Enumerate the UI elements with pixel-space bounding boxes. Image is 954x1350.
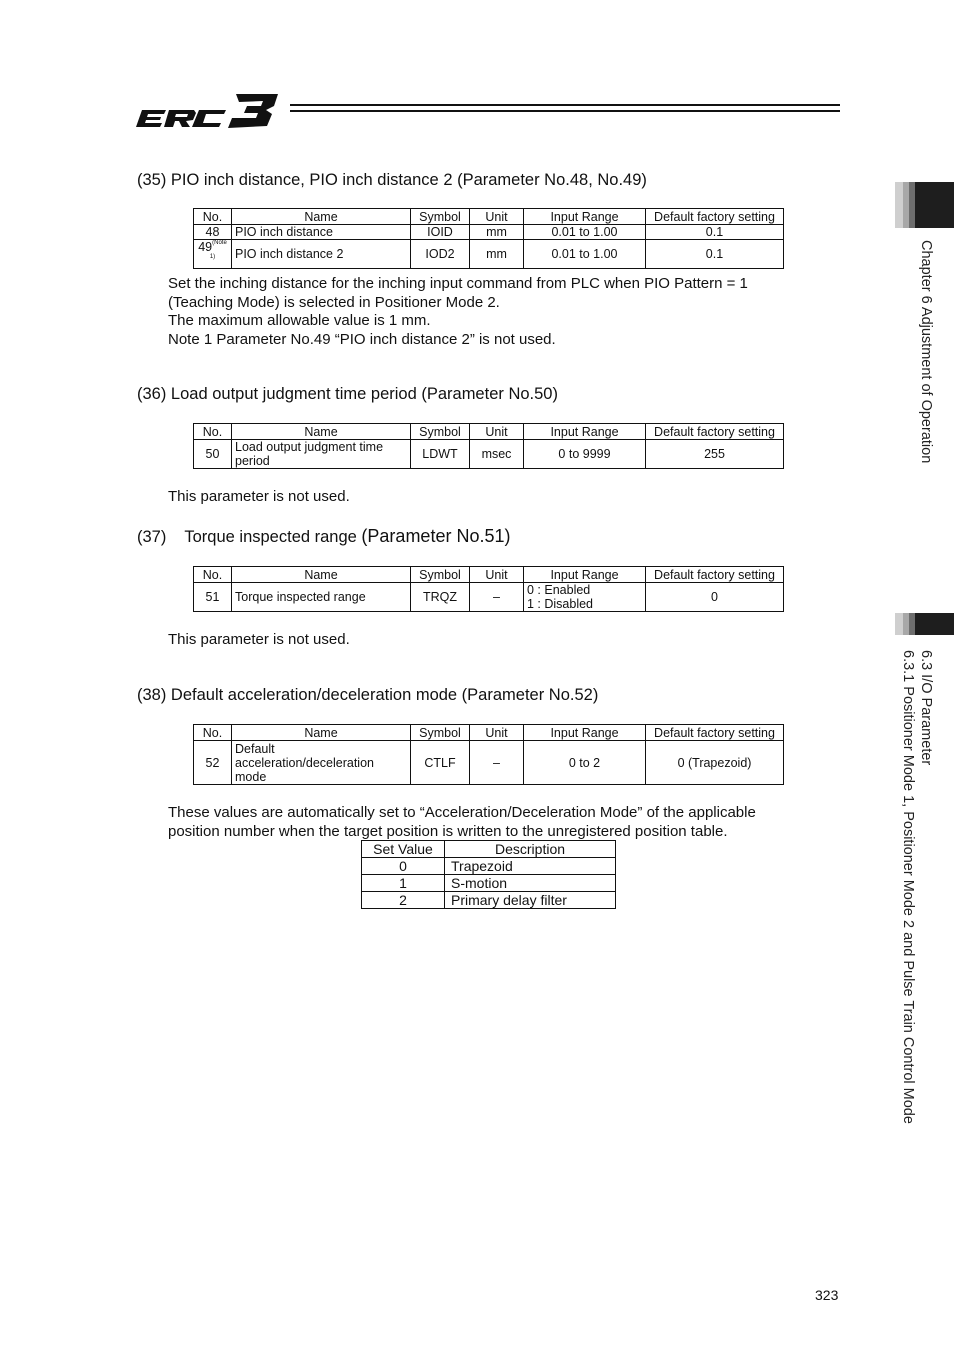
section-heading: (35) PIO inch distance, PIO inch distance 2 (Parameter No.48, No.49) [137,171,647,189]
parameter-table [193,423,784,469]
cell-unit: msec [470,440,524,469]
cell-set-value: 1 [362,875,445,892]
note-marker: (Note 1) [209,240,227,260]
cell-description: Trapezoid [445,858,616,875]
cell-no: 50 [194,440,232,469]
range-line: 0 : Enabled [527,583,591,597]
cell-name: Torque inspected range [232,583,411,612]
cell-name: Load output judgment time period [232,440,411,469]
col-unit: Unit [470,209,524,225]
heading-suffix: (Parameter No.51) [361,526,511,546]
table-header-row [362,841,616,858]
cell-default: 0 [646,583,784,612]
parameter-table [193,208,784,269]
cell-default: 0 (Trapezoid) [646,741,784,785]
paragraph-line: position number when the target position is written to the unregistered position table. [168,822,728,840]
table-row [362,858,616,875]
row-no: 49 [198,240,213,254]
col-no: No. [194,567,232,583]
paragraph-line: Note 1 Parameter No.49 “PIO inch distance 2” is not used. [168,330,556,348]
col-no: No. [194,209,232,225]
table-row [194,440,784,469]
col-symbol: Symbol [411,725,470,741]
col-unit: Unit [470,567,524,583]
col-input-range: Input Range [524,725,646,741]
table-row [194,225,784,240]
col-set-value: Set Value [362,841,445,858]
col-input-range: Input Range [524,209,646,225]
table-row [362,875,616,892]
set-value-table [361,840,616,909]
parameter-table [193,724,784,785]
table-header-row [194,424,784,440]
col-default: Default factory setting [646,424,784,440]
chapter-side-label: Chapter 6 Adjustment of Operation [918,240,934,464]
table-header-row [194,725,784,741]
cell-description: Primary delay filter [445,892,616,909]
cell-name: PIO inch distance [232,225,411,240]
cell-no: 48 [194,225,232,240]
col-description: Description [445,841,616,858]
header-rule [290,104,840,106]
col-name: Name [232,567,411,583]
paragraph-line: (Teaching Mode) is selected in Positioner Mode 2. [168,293,500,311]
cell-range: 0.01 to 1.00 [524,225,646,240]
col-unit: Unit [470,424,524,440]
cell-default: 0.1 [646,240,784,269]
col-default: Default factory setting [646,725,784,741]
cell-unit: – [470,741,524,785]
section-paragraph [168,804,756,841]
page-number: 323 [815,1287,839,1303]
table-header-row [194,209,784,225]
cell-symbol: IOD2 [411,240,470,269]
header-rule [290,110,840,112]
section-paragraph [168,631,350,650]
section-paragraph [168,275,748,349]
col-name: Name [232,424,411,440]
col-input-range: Input Range [524,424,646,440]
col-no: No. [194,424,232,440]
cell-symbol: LDWT [411,440,470,469]
col-input-range: Input Range [524,567,646,583]
cell-unit: mm [470,225,524,240]
paragraph-line: This parameter is not used. [168,631,350,648]
cell-set-value: 0 [362,858,445,875]
cell-range: 0.01 to 1.00 [524,240,646,269]
cell-name [232,741,411,785]
table-header-row [194,567,784,583]
section-side-label: 6.3 I/O Parameter [918,650,934,766]
section-heading [137,526,510,547]
col-no: No. [194,725,232,741]
section-paragraph [168,488,350,507]
subsection-side-label: 6.3.1 Positioner Mode 1, Positioner Mode 2 and Pulse Train Control Mode [900,650,916,1124]
range-line: 1 : Disabled [527,597,594,611]
cell-range: 0 to 9999 [524,440,646,469]
paragraph-line: Set the inching distance for the inching input command from PLC when PIO Pattern = 1 [168,275,748,292]
cell-default: 0.1 [646,225,784,240]
cell-description: S-motion [445,875,616,892]
section-heading: (36) Load output judgment time period (Parameter No.50) [137,385,558,403]
cell-set-value: 2 [362,892,445,909]
col-symbol: Symbol [411,424,470,440]
table-row [194,240,784,269]
col-symbol: Symbol [411,567,470,583]
cell-no [194,240,232,269]
heading-prefix: (37) Torque inspected range [137,528,362,546]
cell-name: PIO inch distance 2 [232,240,411,269]
chapter-tab-marker [895,182,954,228]
table-row [194,583,784,612]
paragraph-line: These values are automatically set to “Acceleration/Deceleration Mode” of the applicable [168,804,756,821]
cell-symbol: IOID [411,225,470,240]
erc3-logo [136,92,282,130]
paragraph-line: This parameter is not used. [168,488,350,505]
cell-no: 52 [194,741,232,785]
col-default: Default factory setting [646,209,784,225]
cell-range: 0 to 2 [524,741,646,785]
col-name: Name [232,725,411,741]
col-unit: Unit [470,725,524,741]
paragraph-line: The maximum allowable value is 1 mm. [168,312,431,329]
name-line: mode [235,769,267,784]
col-name: Name [232,209,411,225]
cell-symbol: TRQZ [411,583,470,612]
cell-range [524,583,646,612]
parameter-table [193,566,784,612]
table-row [194,741,784,785]
name-line: acceleration/deceleration [235,755,374,770]
cell-default: 255 [646,440,784,469]
name-line: Default [235,741,275,756]
section-heading: (38) Default acceleration/deceleration mode (Parameter No.52) [137,686,599,704]
col-symbol: Symbol [411,209,470,225]
cell-unit: mm [470,240,524,269]
table-row [362,892,616,909]
section-tab-marker [895,613,954,635]
cell-unit: – [470,583,524,612]
cell-no: 51 [194,583,232,612]
cell-symbol: CTLF [411,741,470,785]
col-default: Default factory setting [646,567,784,583]
